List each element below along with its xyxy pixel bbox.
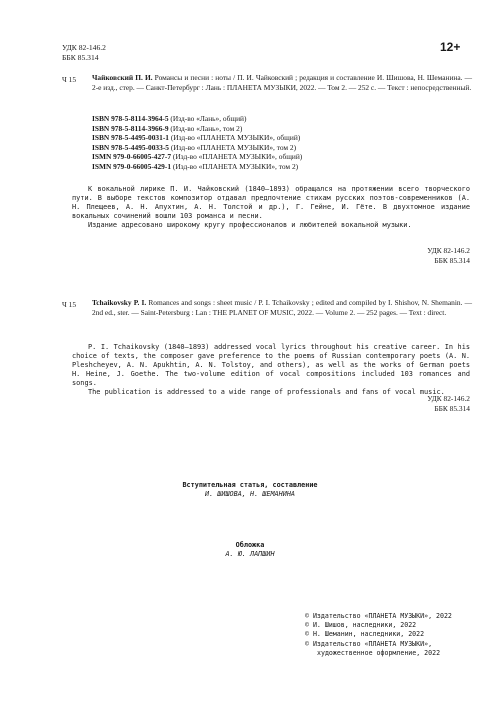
english-record-text: Romances and songs : sheet music / P. I. Tchaikovsky ; edited and compiled by I. Shishov, N. Shemanin. — 2nd ed., ster. — Saint-Petersburg : Lan : THE PLANET OF MUSIC, 2022. — Volume 2. — 252 pages. — Text : direct. bbox=[92, 298, 472, 317]
bbk-code: ББК 85.314 bbox=[434, 404, 470, 413]
cover-name: А. Ю. ЛАПШИН bbox=[225, 550, 275, 558]
isbn-line: ISBN 978-5-8114-3964-5 (Изд-во «Лань», общий) bbox=[92, 114, 247, 123]
udk-code: УДК 82-146.2 bbox=[427, 394, 470, 403]
intro-heading: Вступительная статья, составление bbox=[182, 481, 318, 489]
udk-code: УДК 82-146.2 bbox=[62, 43, 106, 52]
bbk-code: ББК 85.314 bbox=[434, 256, 470, 265]
bbk-code: ББК 85.314 bbox=[62, 53, 99, 62]
russian-record-description bbox=[92, 73, 472, 92]
russian-record-author: Чайковский П. И. bbox=[92, 73, 153, 82]
russian-abstract bbox=[72, 185, 470, 230]
copyright-block bbox=[305, 612, 452, 658]
cover-heading: Обложка bbox=[235, 541, 265, 549]
isbn-line: ISMN 979-0-66005-429-1 (Изд-во «ПЛАНЕТА МУЗЫКИ», том 2) bbox=[92, 161, 299, 171]
copyright-line: художественное оформление, 2022 bbox=[317, 648, 441, 657]
isbn-line: ISBN 978-5-4495-0031-1 (Изд-во «ПЛАНЕТА МУЗЫКИ», общий) bbox=[92, 133, 301, 142]
copyright-line: © Н. Шеманин, наследники, 2022 bbox=[305, 630, 425, 639]
english-abstract-paragraph: P. I. Tchaikovsky (1840–1893) addressed vocal lyrics throughout his creative career. In his choice of texts, the composer gave preference to the poems of Russian contemporary poets (A. N. Pleshcheyev, A. N. Apukhtin, A. N. Tolstoy, and others), as well as the works of German poets H. Heine, J. Goethe. The two-volume edition of vocal compositions included 103 romances and songs. bbox=[72, 343, 470, 387]
english-record-author: Tchaikovsky P. I. bbox=[92, 298, 147, 307]
cover-credits bbox=[0, 541, 500, 559]
isbn-list bbox=[92, 114, 302, 171]
russian-record-text: Романсы и песни : ноты / П. И. Чайковский ; редакция и составление И. Шишова, Н. Шеманина. — 2-е изд., стер. — Санкт-Петербург : Лань : ПЛАНЕТА МУЗЫКИ, 2022. — Том 2. — 252 с. — Текст : непосредственный. bbox=[92, 73, 472, 92]
russian-classification bbox=[427, 246, 470, 266]
intro-credits bbox=[0, 481, 500, 499]
copyright-line: © И. Шишов, наследники, 2022 bbox=[305, 621, 417, 630]
isbn-line: ISBN 978-5-8114-3966-9 (Изд-во «Лань», том 2) bbox=[92, 123, 243, 133]
english-abstract bbox=[72, 343, 470, 396]
russian-abstract-paragraph: К вокальной лирике П. И. Чайковский (1840–1893) обращался на протяжении всего творческого пути. В выборе текстов композитор отдавал предпочтение стихам русских поэтов-современников (А. Н. Плещеев, А. Н. Апухтин, А. Н. Толстой и др.), Г. Гейне, И. Гёте. В двухтомное издание вокальных сочинений вошли 103 романса и песни. bbox=[72, 185, 470, 220]
english-classification bbox=[427, 394, 470, 414]
age-rating: 12+ bbox=[440, 40, 461, 54]
isbn-line: ISMN 979-0-66005-427-7 (Изд-во «ПЛАНЕТА МУЗЫКИ», общий) bbox=[92, 152, 303, 161]
english-record-code: Ч 15 bbox=[62, 300, 77, 309]
intro-names: И. ШИШОВА, Н. ШЕМАНИНА bbox=[204, 490, 296, 498]
top-classification bbox=[62, 43, 106, 63]
english-abstract-paragraph: The publication is addressed to a wide range of professionals and fans of vocal music. bbox=[88, 387, 445, 396]
russian-abstract-paragraph: Издание адресовано широкому кругу профессионалов и любителей вокальной музыки. bbox=[88, 220, 412, 229]
udk-code: УДК 82-146.2 bbox=[427, 246, 470, 255]
russian-record-code: Ч 15 bbox=[62, 75, 77, 84]
isbn-line: ISBN 978-5-4495-0033-5 (Изд-во «ПЛАНЕТА МУЗЫКИ», том 2) bbox=[92, 142, 297, 152]
copyright-line: © Издательство «ПЛАНЕТА МУЗЫКИ», 2022 bbox=[305, 612, 452, 620]
copyright-line: © Издательство «ПЛАНЕТА МУЗЫКИ», bbox=[305, 639, 433, 648]
english-record-description bbox=[92, 298, 472, 317]
